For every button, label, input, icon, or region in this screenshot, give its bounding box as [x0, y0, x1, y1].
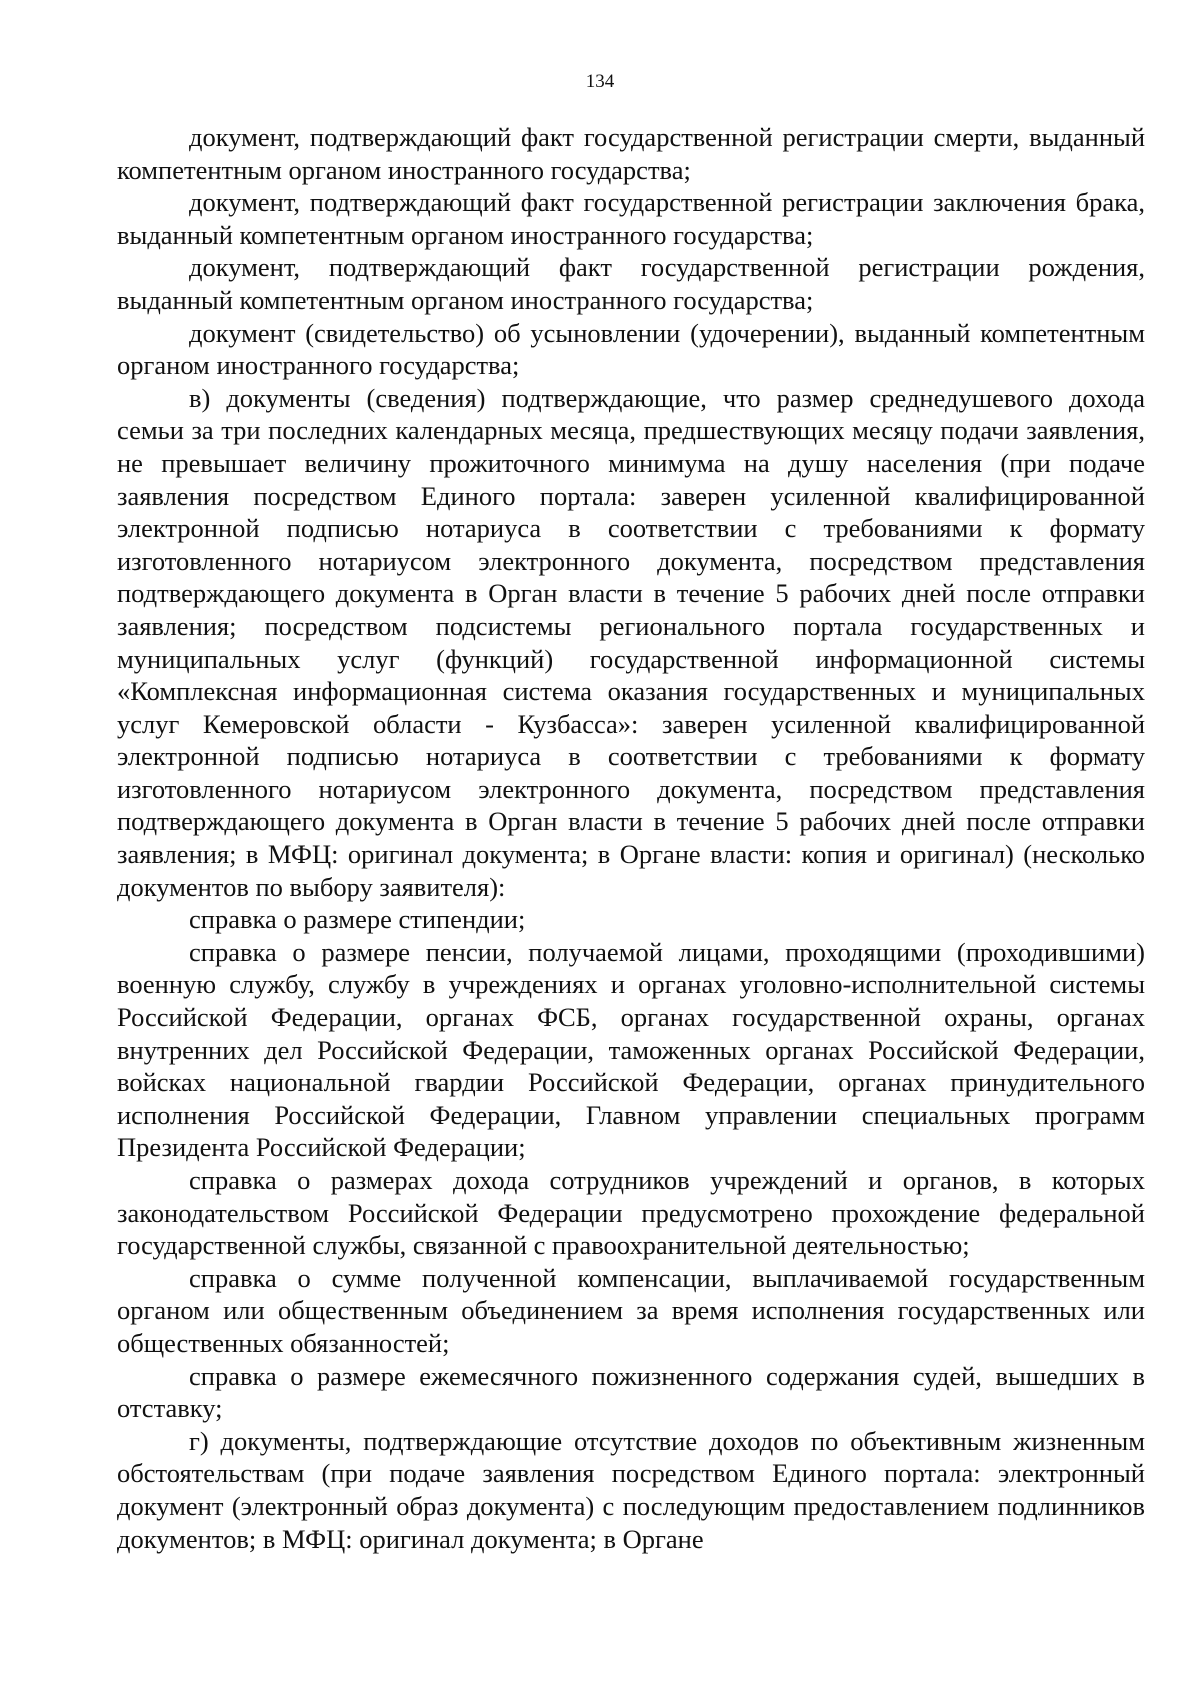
paragraph-item-v-income-documents: в) документы (сведения) подтверждающие, что размер среднедушевого дохода семьи за три последних календарных месяца, предшествующих месяцу подачи заявления, не превышает величину прожиточного минимума на душу населения (при подаче заявления посредством Единого портала: заверен усиленной квалифицированной электронной подписью нотариуса в соответствии с требованиями к формату изготовленного нотариусом электронного документа, посредством представления подтверждающего документа в Орган власти в течение 5 рабочих дней после отправки заявления; посредством подсистемы регионального портала государственных и муниципальных услуг (функций) государственной информационной системы «Комплексная информационная система оказания государственных и муниципальных услуг Кемеровской области - Кузбасса»: заверен усиленной квалифицированной электронной подписью нотариуса в соответствии с требованиями к формату изготовленного нотариусом электронного документа, посредством представления подтверждающего документа в Орган власти в течение 5 рабочих дней после отправки заявления; в МФЦ: оригинал документа; в Органе власти: копия и оригинал) (несколько документов по выбору заявителя): — [117, 382, 1145, 902]
paragraph-stipend-certificate: справка о размере стипендии; — [189, 904, 526, 935]
paragraph-marriage-registration: документ, подтверждающий факт государственной регистрации заключения брака, выданный компетентным органом иностранного государства; — [117, 187, 1145, 250]
paragraph-compensation-certificate: справка о сумме полученной компенсации, выплачиваемой государственным органом или общественным объединением за время исполнения государственных или общественных обязанностей; — [117, 1262, 1145, 1358]
paragraph-birth-registration: документ, подтверждающий факт государственной регистрации рождения, выданный компетентным органом иностранного государства; — [117, 252, 1145, 315]
document-body — [117, 121, 1145, 1555]
paragraph-item-g-no-income-documents: г) документы, подтверждающие отсутствие доходов по объективным жизненным обстоятельствам (при подаче заявления посредством Единого портала: электронный документ (электронный образ документа) с последующим предоставлением подлинников документов; в МФЦ: оригинал документа; в Органе — [117, 1425, 1145, 1554]
paragraph-adoption-certificate: документ (свидетельство) об усыновлении (удочерении), выданный компетентным органом иностранного государства; — [117, 317, 1145, 381]
paragraph-employee-income-certificate: справка о размерах дохода сотрудников учреждений и органов, в которых законодательством Российской Федерации предусмотрено прохождение федеральной государственной службы, связанной с правоохранительной деятельностью; — [117, 1165, 1145, 1261]
paragraph-pension-certificate: справка о размере пенсии, получаемой лицами, проходящими (проходившими) военную службу, службу в учреждениях и органах уголовно-исполнительной системы Российской Федерации, органах ФСБ, органах государственной охраны, органах внутренних дел Российской Федерации, таможенных органах Российской Федерации, войсках национальной гвардии Российской Федерации, органах принудительного исполнения Российской Федерации, Главном управлении специальных программ Президента Российской Федерации; — [117, 936, 1145, 1163]
paragraph-judges-allowance-certificate: справка о размере ежемесячного пожизненного содержания судей, вышедших в отставку; — [117, 1360, 1145, 1424]
page-number: 134 — [585, 71, 615, 92]
paragraph-death-registration: документ, подтверждающий факт государственной регистрации смерти, выданный компетентным органом иностранного государства; — [117, 122, 1145, 185]
